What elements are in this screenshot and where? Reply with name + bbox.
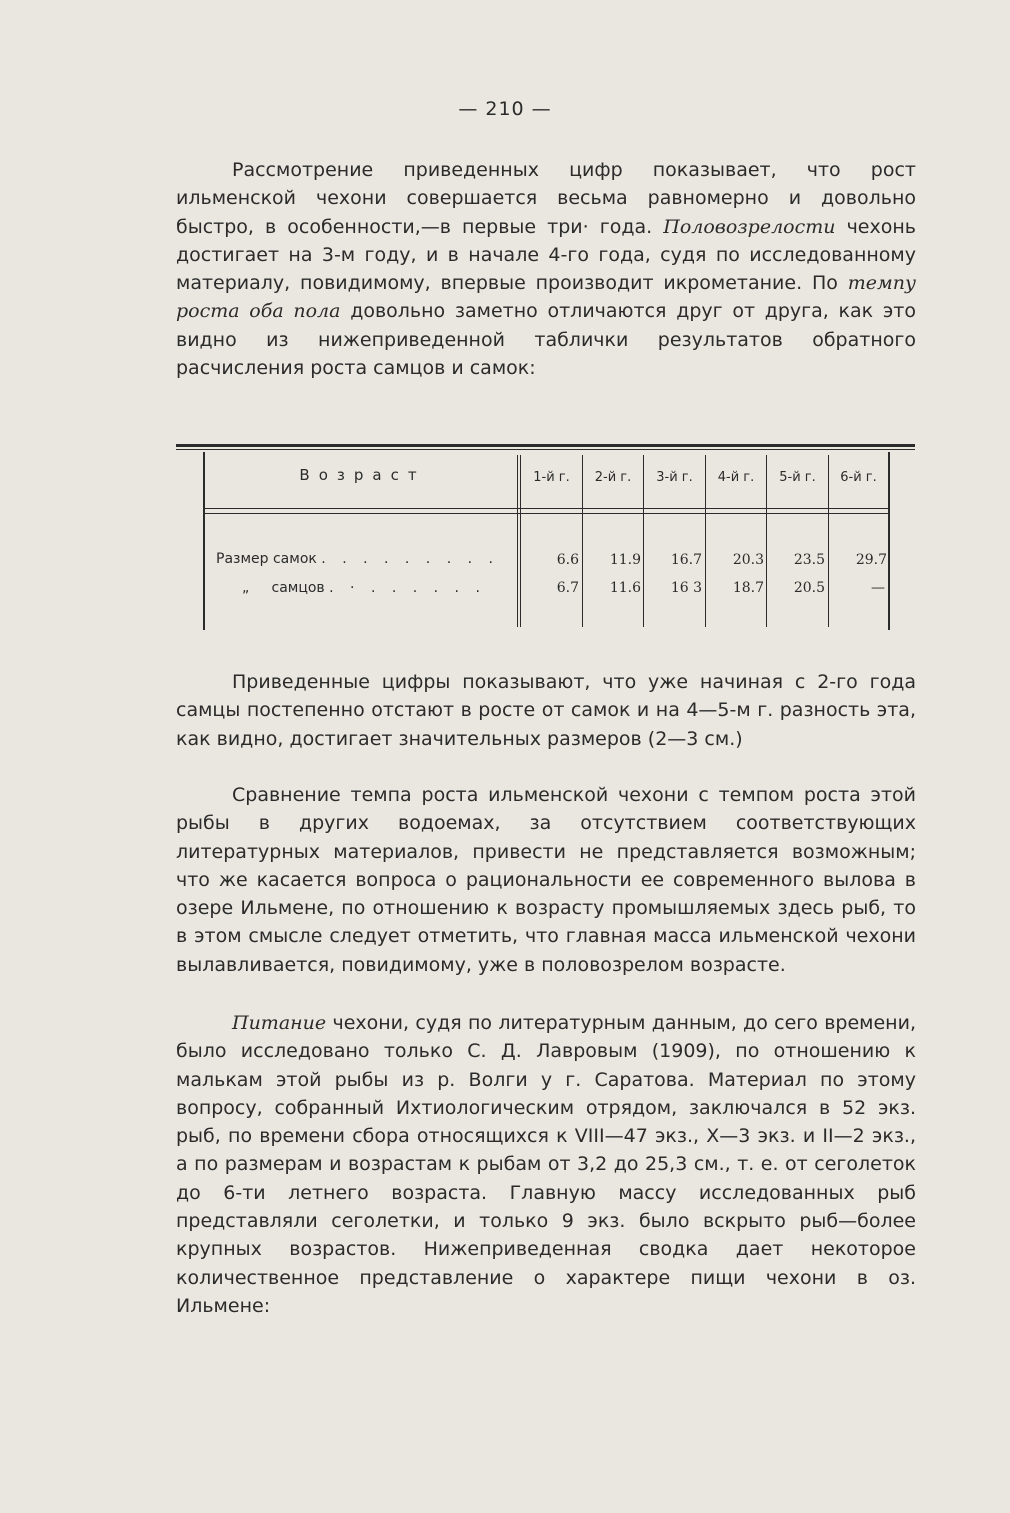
table-cell: 16.7 bbox=[670, 552, 702, 568]
paragraph-text: чехонь достигает на 3-м году, и в начале 4-го года, судя по исследованному материалу, повидимому, впервые производит икрометание. По bbox=[176, 215, 916, 295]
table-cell: — bbox=[871, 580, 885, 596]
table-divider bbox=[517, 455, 518, 627]
paragraph-growth-tempo: Сравнение темпа роста ильменской чехони с темпом роста этой рыбы в других водоемах, за отсутствием соответствующих литературных материалов, привести не представляется возможным; что же касается вопроса о рациональности ее современного вылова в озере Ильмене, по отношению к возрасту промышляемых здесь рыб, то в этом смысле следует отметить, что главная масса ильменской чехони вылавливается, повидимому, уже в половозрелом возрасте. bbox=[176, 784, 916, 976]
table-cell: 29.7 bbox=[855, 552, 887, 568]
row-label-text: „ самцов bbox=[242, 580, 325, 596]
paragraph-growth bbox=[176, 156, 916, 382]
emphasis-growth-rate: темпу роста оба пола bbox=[176, 272, 916, 323]
table-cell: 6.7 bbox=[556, 580, 579, 596]
table-cell: 11.9 bbox=[609, 552, 641, 568]
age-header: Возраст bbox=[299, 466, 426, 484]
paragraph-comparison: Приведенные цифры показывают, что уже начиная с 2-го года самцы постепенно отстают в росте от самок и на 4—5-м г. разность эта, как видно, достигает значительных размеров (2—3 см.) bbox=[176, 671, 916, 750]
col-header-1: 1-й г. bbox=[533, 470, 570, 485]
header-rule bbox=[205, 508, 890, 509]
table-cell: 11.6 bbox=[609, 580, 641, 596]
emphasis-maturity: Половозрелости bbox=[663, 215, 836, 238]
table-cell: 20.3 bbox=[732, 552, 764, 568]
table-top-rule bbox=[176, 444, 915, 447]
header-rule-thin bbox=[205, 513, 890, 514]
table-cell: 16 3 bbox=[670, 580, 702, 596]
page-number: — 210 — bbox=[458, 98, 552, 120]
leader-dots: . . . . . . . . . bbox=[321, 551, 499, 567]
table-cell: 6.6 bbox=[556, 552, 579, 568]
paragraph-text: довольно заметно отличаются друг от друга, как это видно из нижеприведенной таблички результатов обратного расчисления роста самцов и самок: bbox=[176, 300, 916, 380]
table-cell: 18.7 bbox=[732, 580, 764, 596]
table-cell: 20.5 bbox=[793, 580, 825, 596]
row-label-females bbox=[216, 551, 516, 567]
row-label-text: Размер самок bbox=[216, 551, 317, 567]
col-header-6: 6-й г. bbox=[840, 470, 877, 485]
table-top-rule-thin bbox=[176, 449, 915, 450]
table-right-border bbox=[888, 452, 890, 630]
col-header-4: 4-й г. bbox=[717, 470, 755, 485]
leader-dots: . · . . . . . . bbox=[329, 580, 486, 596]
col-header-2: 2-й г. bbox=[594, 470, 632, 485]
row-label-males bbox=[242, 580, 542, 596]
paragraph-text: чехони, судя по литературным данным, до сего времени, было исследовано только С. Д. Лавровым (1909), по отношению к малькам этой рыбы из р. Волги у г. Саратова. Материал по этому вопросу, собранный Ихтиологическим отрядом, заключался в 52 экз. рыб, по времени сбора относящихся к VIII—47 экз., X—3 экз. и II—2 экз., а по размерам и возрастам к рыбам от 3,2 до 25,3 см., т. е. от сеголеток до 6-ти летнего возраста. Главную массу исследованных рыб представляли сеголетки, и только 9 экз. было вскрыто рыб—более крупных возрастов. Нижеприведенная сводка дает некоторое количественное представление о характере пищи чехони в оз. Ильмене: bbox=[176, 1012, 916, 1317]
paragraph-text: Рассмотрение приведенных цифр показывает, что рост ильменской чехони совершается весьма равномерно и довольно быстро, в особенности,—в первые три· года. bbox=[176, 159, 916, 238]
table-left-border bbox=[203, 452, 205, 630]
table-cell: 23.5 bbox=[793, 552, 825, 568]
emphasis-feeding: Питание bbox=[232, 1012, 327, 1034]
col-header-5: 5-й г. bbox=[779, 470, 816, 485]
col-header-3: 3-й г. bbox=[656, 470, 693, 485]
paragraph-feeding bbox=[176, 1009, 916, 1320]
